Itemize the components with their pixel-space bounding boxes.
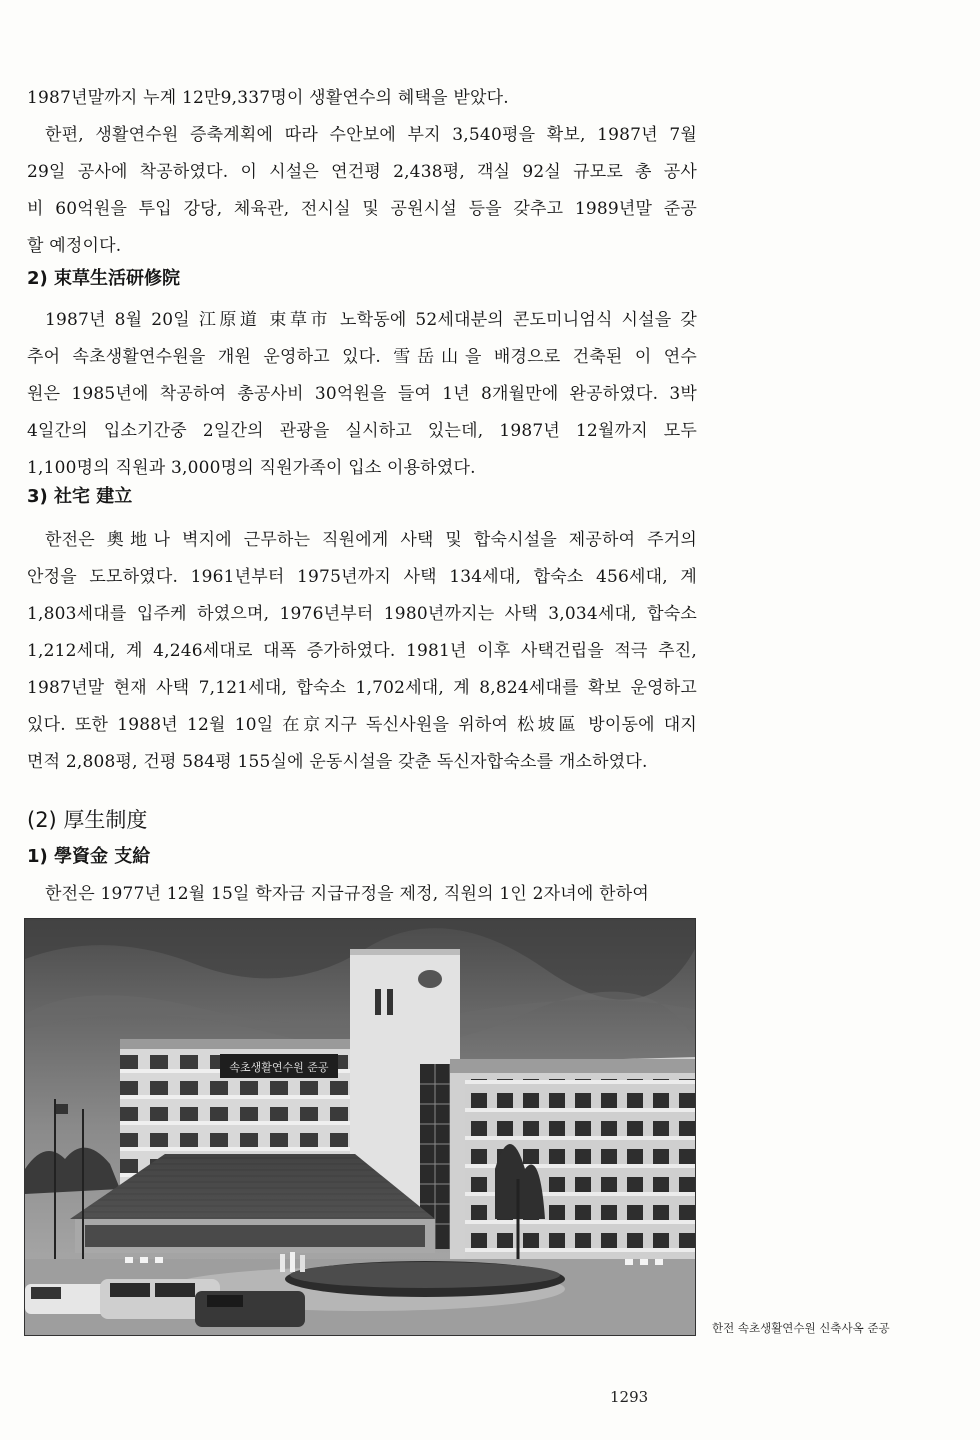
text-line: 1,100명의 직원과 3,000명의 직원가족이 입소 이용하였다.	[27, 458, 476, 478]
section-welfare	[27, 802, 697, 838]
text-line: 29일 공사에 착공하였다. 이 시설은 연건평 2,438평, 객실 92실 규모로 총 공사	[27, 162, 697, 182]
building-photo	[24, 918, 696, 1336]
logo-emblem	[418, 970, 442, 988]
section-heading: 2) 束草生活研修院	[27, 268, 181, 289]
text-line: 면적 2,808평, 건평 584평 155실에 운동시설을 갖춘 독신자합숙소를 개소하였다.	[27, 752, 648, 772]
section-housing	[27, 480, 697, 781]
photo-banner-text: 속초생활연수원 준공	[229, 1061, 329, 1074]
section-heading: 3) 社宅 建立	[27, 486, 133, 507]
text-line: 있다. 또한 1988년 12월 10일 在京지구 독신사원을 위하여 松坡區 방이동에 대지	[27, 715, 697, 735]
text-line: 1,212세대, 계 4,246세대로 대폭 증가하였다. 1981년 이후 사택건립을 적극 추진,	[27, 641, 697, 661]
expansion-paragraph	[27, 117, 697, 265]
text-line: 1987년말까지 누계 12만9,337명이 생활연수의 혜택을 받았다.	[27, 88, 509, 108]
photo-caption: 한전 속초생활연수원 신축사옥 준공	[712, 1321, 890, 1335]
text-line: 한전은 奧地나 벽지에 근무하는 직원에게 사택 및 합숙시설을 제공하여 주거의	[45, 530, 697, 550]
chapter-heading: (2) 厚生制度	[27, 808, 148, 832]
section-sokcho	[27, 262, 697, 487]
text-line: 한편, 생활연수원 증축계획에 따라 수안보에 부지 3,540평을 확보, 1987년 7월	[45, 125, 697, 145]
intro-paragraph	[27, 80, 697, 117]
text-line: 추어 속초생활연수원을 개원 운영하고 있다. 雪岳山을 배경으로 건축된 이 연수	[27, 347, 697, 367]
text-line: 비 60억원을 투입 강당, 체육관, 전시실 및 공원시설 등을 갖추고 1989년말 준공	[27, 199, 697, 219]
page-number: 1293	[610, 1388, 649, 1406]
text-line: 안정을 도모하였다. 1961년부터 1975년까지 사택 134세대, 합숙소 456세대, 계	[27, 567, 697, 587]
text-line: 1987년 8월 20일 江原道 束草市 노학동에 52세대분의 콘도미니엄식 시설을 갖	[45, 310, 697, 330]
text-line: 원은 1985년에 착공하여 총공사비 30억원을 들여 1년 8개월만에 완공하였다. 3박	[27, 384, 697, 404]
text-line: 1,803세대를 입주케 하였으며, 1976년부터 1980년까지는 사택 3,034세대, 합숙소	[27, 604, 697, 624]
text-line: 1987년말 현재 사택 7,121세대, 합숙소 1,702세대, 계 8,824세대를 확보 운영하고	[27, 678, 697, 698]
text-line: 할 예정이다.	[27, 236, 122, 256]
text-line: 4일간의 입소기간중 2일간의 관광을 실시하고 있는데, 1987년 12월까지 모두	[27, 421, 697, 441]
section-scholarship	[27, 840, 697, 913]
text-line: 한전은 1977년 12월 15일 학자금 지급규정을 제정, 직원의 1인 2자녀에 한하여	[45, 884, 649, 904]
section-heading: 1) 學資金 支給	[27, 846, 151, 867]
